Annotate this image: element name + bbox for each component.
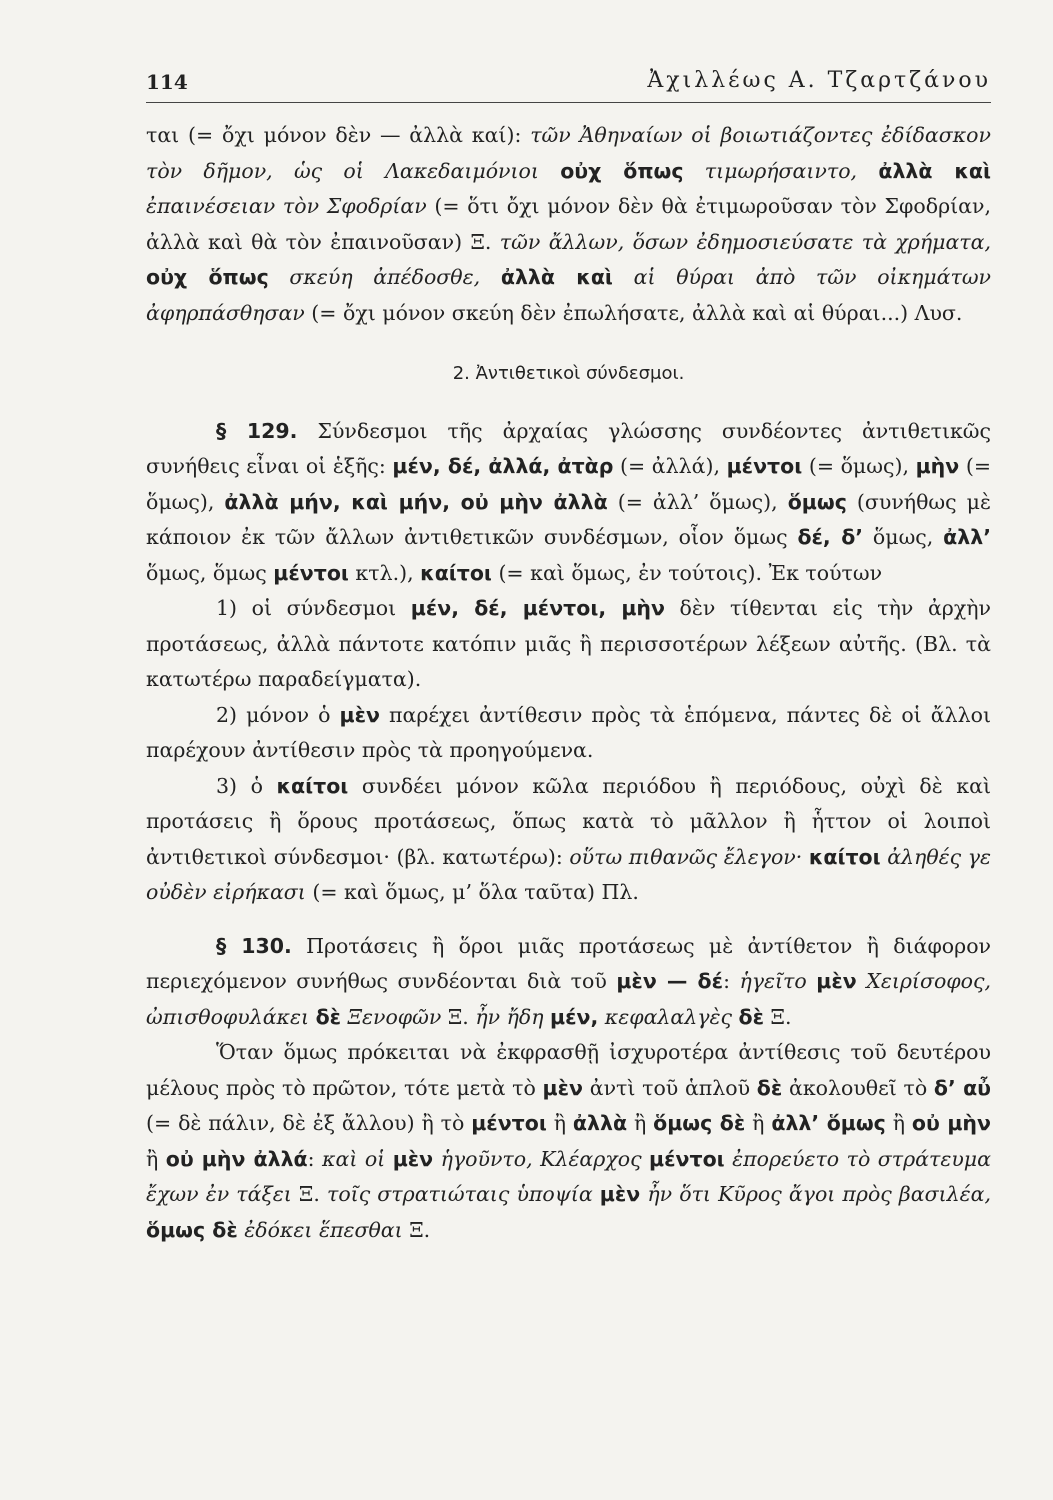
section-number: § 130. bbox=[216, 933, 292, 958]
emphasis: οὐ μὴν bbox=[911, 1111, 991, 1135]
emphasis: μὲν bbox=[542, 1075, 584, 1100]
text: συνδέει μόνον κῶλα περιόδου ἢ περιόδους, οὐχὶ δὲ καὶ προτάσεις ἢ ὅρους προτάσεως, ὅπως κατὰ τὸ μᾶλλον ἢ ἧττον οἱ λοιποὶ ἀντιθετικοὶ σύνδεσμοι· (βλ. κατωτέρω): bbox=[146, 773, 991, 869]
emphasis: ἀλλὰ bbox=[572, 1111, 628, 1135]
example: Χειρίσοφος, ὠπισθοφυλάκει bbox=[146, 969, 991, 1029]
example: ἡγοῦντο, Κλέαρχος bbox=[433, 1146, 650, 1171]
text: Ξ. bbox=[291, 1182, 327, 1206]
emphasis: καίτοι bbox=[420, 560, 492, 585]
text: Προτάσεις ἢ ὅροι μιᾶς προτάσεως μὲ ἀντίθετον ἢ διάφορον περιεχόμενον συνήθως συνδέονται διὰ τοῦ bbox=[146, 933, 992, 993]
text: (= ὅμως), bbox=[146, 454, 991, 514]
example: Ξενοφῶν bbox=[341, 1004, 442, 1029]
example: καὶ οἱ bbox=[322, 1146, 393, 1171]
section-number: § 129. bbox=[216, 418, 298, 443]
text: (= ὄχι μόνον σκεύη δὲν ἐπωλήσατε, ἀλλὰ καὶ αἱ θύραι...) Λυσ. bbox=[304, 300, 963, 325]
list-item-3 bbox=[146, 769, 991, 911]
emphasis: οὐχ ὅπως bbox=[146, 265, 269, 289]
text: (= ἀλλ’ ὅμως), bbox=[607, 489, 788, 514]
emphasis: οὐχ ὅπως bbox=[560, 158, 684, 183]
example: οὕτω πιθανῶς ἔλεγον· bbox=[569, 844, 809, 869]
section-heading: 2. Ἀντιθετικοὶ σύνδεσμοι. bbox=[452, 363, 685, 384]
emphasis: μὴν bbox=[915, 454, 960, 478]
emphasis: μέντοι bbox=[726, 454, 803, 478]
emphasis: ἀλλὰ καὶ bbox=[878, 158, 991, 183]
emphasis: ὅμως bbox=[787, 489, 847, 514]
text: ἀντὶ τοῦ ἁπλοῦ bbox=[583, 1075, 757, 1100]
emphasis: ὅμως δὲ bbox=[146, 1217, 238, 1242]
emphasis: μέν, bbox=[550, 1004, 599, 1029]
emphasis: ὅμως δὲ bbox=[653, 1111, 746, 1135]
emphasis: ἀλλ’ bbox=[943, 525, 991, 549]
text: Ὅταν ὅμως πρόκειται νὰ ἐκφρασθῇ ἰσχυροτέρα ἀντίθεσις τοῦ δευτέρου μέλους πρὸς τὸ πρῶτον, τότε μετὰ τὸ bbox=[146, 1040, 991, 1100]
text: (= ὅτι ὄχι μόνον δὲν θὰ ἐτιμωροῦσαν τὸν Σφοδρίαν, ἀλλὰ καὶ θὰ τὸν ἐπαινοῦσαν) Ξ. bbox=[146, 194, 991, 254]
example: ἦν ὅτι Κῦρος ἄγοι πρὸς βασιλέα, bbox=[640, 1182, 991, 1206]
text: (συνήθως μὲ κάποιον ἐκ τῶν ἄλλων ἀντιθετικῶν συνδέσμων, οἷον ὅμως bbox=[146, 489, 991, 549]
text: : bbox=[723, 969, 740, 993]
emphasis: μέν, δέ, ἀλλά, ἀτὰρ bbox=[392, 454, 614, 478]
text: ται (= ὄχι μόνον δὲν — ἀλλὰ καί): bbox=[146, 123, 531, 147]
page-header bbox=[146, 66, 991, 103]
paragraph-continuation bbox=[146, 118, 991, 331]
example: τιμωρήσαιντο, bbox=[683, 158, 879, 183]
paragraph-129 bbox=[146, 414, 991, 592]
text: ἢ bbox=[885, 1111, 912, 1135]
emphasis: μέντοι bbox=[273, 560, 349, 585]
emphasis: καίτοι bbox=[276, 773, 349, 798]
example: σκεύη ἀπέδοσθε, bbox=[268, 265, 501, 289]
emphasis: δὲ bbox=[315, 1004, 342, 1029]
running-head: Ἀχιλλέως Α. Τζαρτζάνου bbox=[647, 68, 991, 93]
example: ἐπορεύετο τὸ στράτευμα ἔχων ἐν τάξει bbox=[146, 1146, 991, 1206]
text: Σύνδεσμοι τῆς ἀρχαίας γλώσσης συνδέοντες ἀντιθετικῶς συνήθεις εἶναι οἱ ἑξῆς: bbox=[146, 418, 991, 478]
emphasis: ἀλλ’ ὅμως bbox=[771, 1111, 886, 1135]
paragraph-contrast bbox=[146, 1035, 991, 1248]
text: ὅμως, ὅμως bbox=[146, 560, 274, 585]
example: ἐπαινέσειαν τὸν Σφοδρίαν bbox=[146, 194, 427, 218]
text: ἢ bbox=[627, 1111, 654, 1135]
emphasis: καίτοι bbox=[808, 844, 881, 869]
emphasis: δέ, δ’ bbox=[797, 525, 864, 549]
example: ἦν ἤδη bbox=[475, 1004, 551, 1029]
example: ἐδόκει ἕπεσθαι bbox=[237, 1217, 403, 1242]
text: (= ὅμως), bbox=[802, 454, 916, 478]
text: 3) ὁ bbox=[216, 773, 277, 798]
example: ἡγεῖτο bbox=[739, 969, 817, 993]
list-item-1 bbox=[146, 591, 991, 698]
text: (= δὲ πάλιν, δὲ ἐξ ἄλλου) ἢ τὸ bbox=[146, 1111, 472, 1135]
text: ἀκολουθεῖ τὸ bbox=[782, 1075, 934, 1100]
text: 1) οἱ σύνδεσμοι bbox=[216, 596, 411, 620]
emphasis: μὲν bbox=[339, 702, 380, 727]
text: (= καὶ ὅμως, ἐν τούτοις). Ἐκ τούτων bbox=[491, 560, 883, 585]
text: (= καὶ ὅμως, μ’ ὅλα ταῦτα) Πλ. bbox=[305, 880, 639, 904]
example: τῶν Ἀθηναίων οἱ βοιωτιάζοντες ἐδίδασκον τὸν δῆμον, ὡς οἱ Λακεδαιμόνιοι bbox=[146, 123, 991, 183]
list-item-2 bbox=[146, 698, 991, 769]
example: αἱ θύραι ἀπὸ τῶν οἰκημάτων ἀφηρπάσθησαν bbox=[146, 265, 991, 325]
emphasis: μὲν bbox=[599, 1182, 641, 1206]
text: ἢ bbox=[146, 1146, 166, 1171]
text: παρέχει ἀντίθεσιν πρὸς τὰ ἑπόμενα, πάντες δὲ οἱ ἄλλοι παρέχουν ἀντίθεσιν πρὸς τὰ προηγούμενα. bbox=[146, 702, 991, 762]
text: Ξ. bbox=[402, 1217, 431, 1242]
emphasis: οὐ μὴν ἀλλά bbox=[165, 1146, 308, 1171]
text: : bbox=[307, 1146, 323, 1171]
text: δὲν τίθενται εἰς τὴν ἀρχὴν προτάσεως, ἀλλὰ πάντοτε κατόπιν μιᾶς ἢ περισσοτέρων λέξεων αὐτῆς. (Βλ. τὰ κατωτέρω παραδείγματα). bbox=[146, 596, 992, 691]
text: Ξ. bbox=[764, 1004, 792, 1029]
example: ἀληθές γε οὐδὲν εἰρήκασι bbox=[146, 844, 991, 904]
page-body bbox=[146, 118, 991, 1248]
emphasis: δὲ bbox=[756, 1075, 783, 1100]
text: ἢ bbox=[546, 1111, 573, 1135]
example: κεφαλαλγὲς bbox=[598, 1004, 739, 1029]
emphasis: δ’ αὖ bbox=[933, 1075, 991, 1100]
text: ἢ bbox=[745, 1111, 772, 1135]
example: τοῖς στρατιώταις ὑποψία bbox=[326, 1182, 600, 1206]
emphasis: μὲν bbox=[816, 969, 857, 993]
emphasis: μέν, δέ, μέντοι, μὴν bbox=[410, 596, 665, 620]
text: 2) μόνον ὁ bbox=[216, 702, 340, 727]
paragraph-130 bbox=[146, 929, 991, 1036]
text: Ξ. bbox=[441, 1004, 476, 1029]
text: κτλ.), bbox=[348, 560, 421, 585]
emphasis: μέντοι bbox=[649, 1146, 725, 1171]
emphasis: μὲν bbox=[392, 1146, 434, 1171]
emphasis: μέντοι bbox=[471, 1111, 547, 1135]
emphasis: ἀλλὰ μήν, καὶ μήν, οὐ μὴν ἀλλὰ bbox=[224, 489, 608, 514]
text: (= ἀλλά), bbox=[613, 454, 727, 478]
emphasis: ἀλλὰ καὶ bbox=[500, 265, 613, 289]
emphasis: μὲν — δέ bbox=[616, 969, 724, 993]
example: τῶν ἄλλων, ὅσων ἐδημοσιεύσατε τὰ χρήματα, bbox=[499, 229, 991, 254]
page-number: 114 bbox=[146, 70, 188, 94]
text: ὅμως, bbox=[863, 525, 944, 549]
emphasis: δὲ bbox=[738, 1004, 765, 1029]
